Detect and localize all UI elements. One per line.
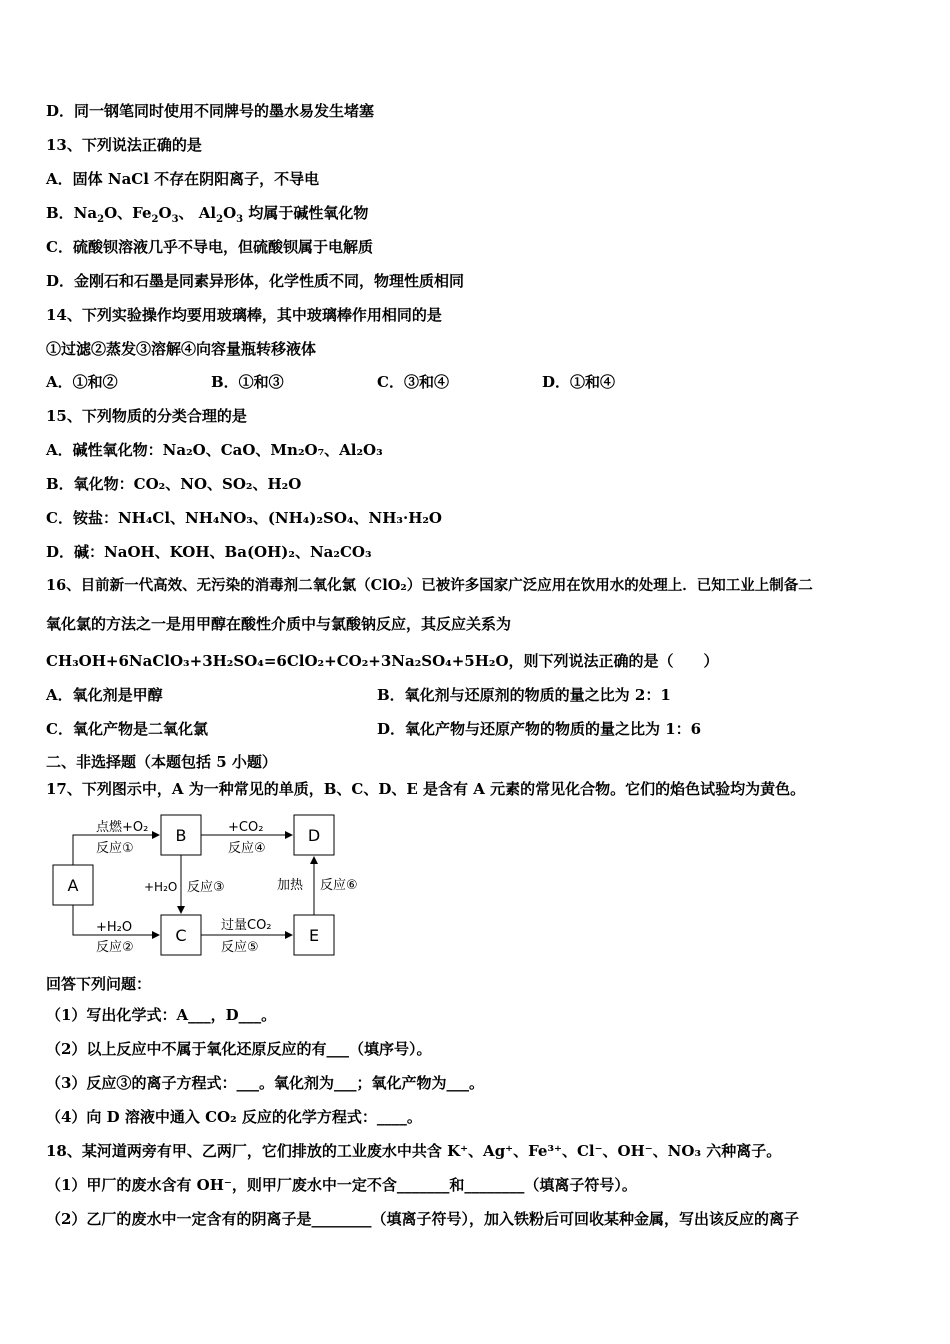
r4-top: +CO₂: [228, 820, 264, 835]
reaction-diagram: [46, 805, 376, 960]
q15-option-d: D．碱：NaOH、KOH、Ba(OH)₂、Na₂CO₃: [46, 543, 372, 561]
r6-right: 反应⑥: [320, 878, 358, 893]
q14-stem: 14、下列实验操作均要用玻璃棒，其中玻璃棒作用相同的是: [46, 306, 442, 324]
q13-option-b: B．$Na_2O$、$Fe_2O_3$、 $Al_2O_3$ 均属于碱性氧化物: [46, 204, 369, 225]
q15-option-b: B．氧化物：CO₂、NO、SO₂、H₂O: [46, 475, 302, 493]
q16-stem-line3: CH₃OH+6NaClO₃+3H₂SO₄=6ClO₂+CO₂+3Na₂SO₄+5H₂O，则下列说法正确的是（ ）: [46, 652, 719, 670]
q14-option-b: B．①和③: [211, 373, 284, 391]
q12-option-d: D．同一钢笔同时使用不同牌号的墨水易发生堵塞: [46, 102, 375, 120]
q16-option-d: D．氧化产物与还原产物的物质的量之比为 1：6: [377, 720, 702, 738]
q14-option-d: D．①和④: [542, 373, 616, 391]
r5-bottom: 反应⑤: [221, 940, 259, 955]
q17-answer-intro: 回答下列问题：: [46, 975, 152, 993]
r6-left: 加热: [277, 878, 304, 893]
q17-part-4: （4）向 D 溶液中通入 CO₂ 反应的化学方程式：____。: [46, 1108, 422, 1126]
q17-part-1: （1）写出化学式：A___，D___。: [46, 1006, 277, 1024]
label-b: B: [175, 826, 187, 845]
r2-top: +H₂O: [96, 920, 133, 935]
q17-stem: 17、下列图示中，A 为一种常见的单质，B、C、D、E 是含有 A 元素的常见化合物。它们的焰色试验均为黄色。: [46, 780, 806, 798]
q16-stem-line2: 氧化氯的方法之一是用甲醇在酸性介质中与氯酸钠反应，其反应关系为: [46, 615, 512, 633]
label-c: C: [175, 926, 187, 945]
q16-option-b: B．氧化剂与还原剂的物质的量之比为 2：1: [377, 686, 671, 704]
q17-part-3: （3）反应③的离子方程式：___。氧化剂为___；氧化产物为___。: [46, 1074, 484, 1092]
section-2-heading: 二、非选择题（本题包括 5 小题）: [46, 753, 277, 771]
q13-option-c: C．硫酸钡溶液几乎不导电，但硫酸钡属于电解质: [46, 238, 373, 256]
r2-bottom: 反应②: [96, 940, 134, 955]
q14-option-a: A．①和②: [46, 373, 118, 391]
r1-bottom: 反应①: [96, 841, 134, 856]
q13-option-a: A．固体 NaCl 不存在阴阳离子，不导电: [46, 170, 320, 188]
label-e: E: [308, 926, 320, 945]
label-d: D: [307, 826, 321, 845]
q16-option-c: C．氧化产物是二氧化氯: [46, 720, 208, 738]
r4-bottom: 反应④: [228, 841, 266, 856]
q15-option-a: A．碱性氧化物：Na₂O、CaO、Mn₂O₇、Al₂O₃: [46, 441, 383, 459]
q14-items: ①过滤②蒸发③溶解④向容量瓶转移液体: [46, 340, 317, 358]
q15-stem: 15、下列物质的分类合理的是: [46, 407, 247, 425]
q14-option-c: C．③和④: [377, 373, 449, 391]
q18-part-1: （1）甲厂的废水含有 OH⁻，则甲厂废水中一定不含_______和________（填离子符号）。: [46, 1176, 637, 1194]
q18-stem: 18、某河道两旁有甲、乙两厂，它们排放的工业废水中共含 K⁺、Ag⁺、Fe³⁺、Cl⁻、OH⁻、NO₃ 六种离子。: [46, 1142, 782, 1160]
q17-part-2: （2）以上反应中不属于氧化还原反应的有___（填序号）。: [46, 1040, 432, 1058]
q15-option-c: C．铵盐：NH₄Cl、NH₄NO₃、(NH₄)₂SO₄、NH₃·H₂O: [46, 509, 442, 527]
label-a: A: [67, 876, 79, 895]
q13-option-d: D．金刚石和石墨是同素异形体，化学性质不同，物理性质相同: [46, 272, 465, 290]
r3-right: 反应③: [187, 880, 225, 895]
q16-option-a: A．氧化剂是甲醇: [46, 686, 163, 704]
r3-left: +H₂O: [144, 880, 178, 894]
q18-part-2: （2）乙厂的废水中一定含有的阴离子是________（填离子符号），加入铁粉后可回收某种金属，写出该反应的离子: [46, 1210, 799, 1228]
r1-top: 点燃+O₂: [96, 820, 149, 835]
q16-stem-line1: 16、目前新一代高效、无污染的消毒剂二氧化氯（ClO₂）已被许多国家广泛应用在饮用水的处理上．已知工业上制备二: [46, 577, 813, 594]
r5-top: 过量CO₂: [221, 918, 272, 933]
q13-stem: 13、下列说法正确的是: [46, 136, 202, 154]
